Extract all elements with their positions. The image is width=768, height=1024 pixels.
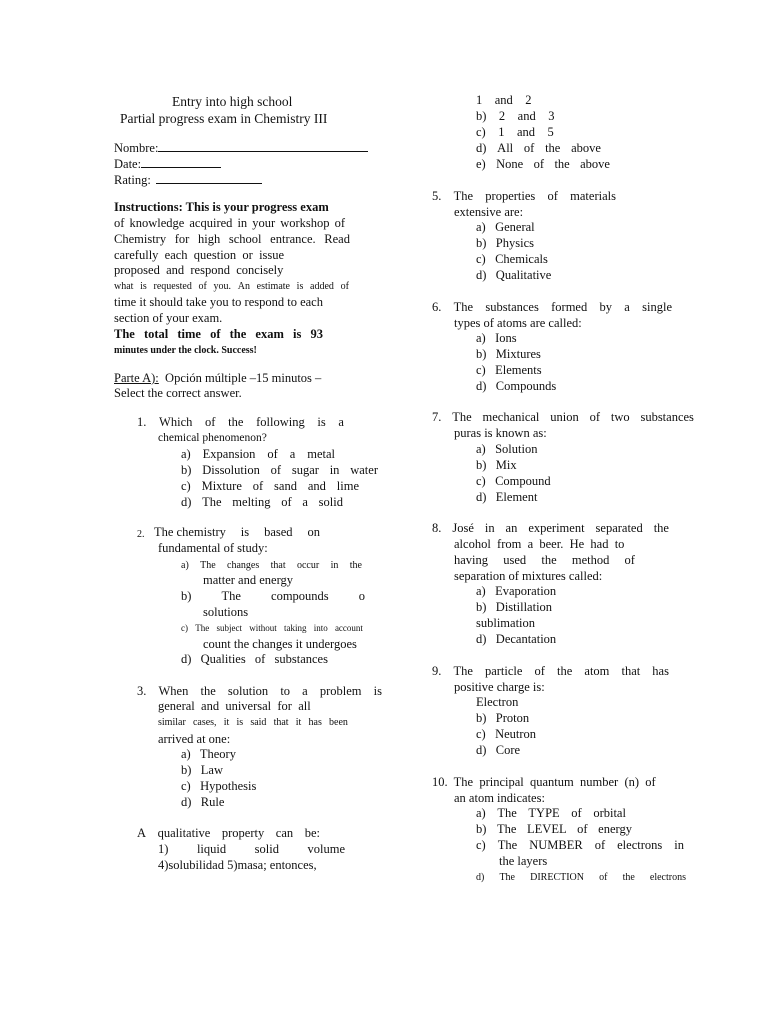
answer-option[interactable]: b) The LEVEL of energy xyxy=(476,822,632,836)
exam-title: Entry into high school xyxy=(172,94,293,109)
answer-option[interactable]: d) Core xyxy=(476,743,521,757)
answer-option[interactable]: a) Ions xyxy=(476,331,517,345)
section-heading-rest: Opción múltiple –15 minutos – xyxy=(158,371,322,385)
answer-option[interactable]: a) Theory xyxy=(181,747,236,761)
answer-option[interactable]: a) The TYPE of orbital xyxy=(476,806,626,820)
question-text: 8. José in an experiment separated the xyxy=(432,521,669,535)
answer-option[interactable]: d) Compounds xyxy=(476,379,557,393)
answer-option-cont: solutions xyxy=(203,605,249,619)
answer-option[interactable]: a) Solution xyxy=(476,442,538,456)
instructions-line: time it should take you to respond to each xyxy=(114,295,323,309)
rating-field[interactable] xyxy=(114,172,262,188)
answer-option[interactable]: b) Mixtures xyxy=(476,347,541,361)
question-text: A qualitative property can be: xyxy=(137,826,320,840)
section-subheading: Select the correct answer. xyxy=(114,386,242,400)
answer-option[interactable]: b) Dissolution of sugar in water xyxy=(181,463,378,477)
answer-option[interactable]: d) Qualitative xyxy=(476,268,552,282)
answer-option[interactable]: d) Qualities of substances xyxy=(181,652,328,666)
answer-option[interactable]: d) Decantation xyxy=(476,632,557,646)
question-text: puras is known as: xyxy=(454,426,547,440)
answer-option[interactable]: a) General xyxy=(476,220,535,234)
question-text: 6. The substances formed by a single xyxy=(432,300,672,314)
question-text: The chemistry is based on xyxy=(154,525,320,539)
answer-option[interactable]: b) Law xyxy=(181,763,223,777)
question-text: similar cases, it is said that it has been xyxy=(158,717,348,728)
instructions-line: of knowledge acquired in your workshop of xyxy=(114,216,345,230)
answer-option[interactable]: b) Proton xyxy=(476,711,530,725)
answer-option[interactable]: c) Mixture of sand and lime xyxy=(181,479,359,493)
answer-option[interactable]: c) Compound xyxy=(476,474,551,488)
answer-option[interactable]: d) Element xyxy=(476,490,538,504)
answer-option[interactable]: b) Distillation xyxy=(476,600,553,614)
instructions-line: carefully each question or issue xyxy=(114,248,285,262)
question-number: 2. xyxy=(137,529,145,540)
answer-option[interactable]: c) The subject without taking into account xyxy=(181,623,363,633)
instructions-line: what is requested of you. An estimate is added of xyxy=(114,281,349,292)
name-field[interactable] xyxy=(114,140,368,156)
answer-option[interactable]: d) Rule xyxy=(181,795,225,809)
answer-option[interactable]: b) Mix xyxy=(476,458,517,472)
answer-option[interactable]: b) Physics xyxy=(476,236,534,250)
instructions-line: Chemistry for high school entrance. Read xyxy=(114,232,350,246)
answer-option[interactable]: a) Expansion of a metal xyxy=(181,447,335,461)
rating-label: Rating: xyxy=(114,173,151,187)
answer-option[interactable]: a) The changes that occur in the xyxy=(181,560,362,571)
answer-option[interactable]: a) Evaporation xyxy=(476,584,557,598)
answer-option[interactable]: c) The NUMBER of electrons in xyxy=(476,838,684,852)
answer-option[interactable]: Electron xyxy=(476,695,519,709)
section-heading xyxy=(114,371,321,386)
answer-option[interactable]: e) None of the above xyxy=(476,157,610,171)
exam-time-line: The total time of the exam is 93 xyxy=(114,327,323,341)
question-text: general and universal for all xyxy=(158,699,311,713)
question-text: positive charge is: xyxy=(454,680,545,694)
instructions-line: minutes under the clock. Success! xyxy=(114,345,257,356)
answer-option[interactable]: 1 and 2 xyxy=(476,93,532,107)
instructions-heading: Instructions: This is your progress exam xyxy=(114,200,329,214)
answer-option-cont: the layers xyxy=(499,854,548,868)
answer-option[interactable]: d) The DIRECTION of the electrons xyxy=(476,872,686,883)
question-text: 3. When the solution to a problem is xyxy=(137,684,382,698)
name-label: Nombre: xyxy=(114,141,159,155)
question-text: arrived at one: xyxy=(158,732,231,746)
question-text: separation of mixtures called: xyxy=(454,569,603,583)
answer-option[interactable]: c) Elements xyxy=(476,363,542,377)
question-text: 1. Which of the following is a xyxy=(137,415,344,429)
section-label: Parte A): xyxy=(114,371,159,385)
answer-option[interactable]: b) 2 and 3 xyxy=(476,109,555,123)
rating-line xyxy=(156,172,262,184)
question-text: 1) liquid solid volume xyxy=(158,842,345,856)
answer-option[interactable]: c) 1 and 5 xyxy=(476,125,554,139)
exam-subtitle: Partial progress exam in Chemistry III xyxy=(120,111,328,126)
answer-option[interactable]: d) The melting of a solid xyxy=(181,495,343,509)
question-text: fundamental of study: xyxy=(158,541,268,555)
answer-option[interactable]: c) Hypothesis xyxy=(181,779,257,793)
question-text: 9. The particle of the atom that has xyxy=(432,664,669,678)
question-text: types of atoms are called: xyxy=(454,316,582,330)
answer-option[interactable]: sublimation xyxy=(476,616,536,630)
question-text: chemical phenomenon? xyxy=(158,432,267,444)
question-text: 5. The properties of materials xyxy=(432,189,616,203)
question-text: extensive are: xyxy=(454,205,524,219)
date-line xyxy=(141,156,221,168)
answer-option[interactable]: c) Chemicals xyxy=(476,252,548,266)
name-line xyxy=(158,140,368,152)
question-text: having used the method of xyxy=(454,553,635,567)
answer-option[interactable]: b) The compounds o xyxy=(181,589,365,603)
question-text: 10. The principal quantum number (n) of xyxy=(432,775,656,789)
instructions-line: proposed and respond concisely xyxy=(114,263,284,277)
date-field[interactable] xyxy=(114,156,221,172)
question-text: an atom indicates: xyxy=(454,791,545,805)
instructions-line: section of your exam. xyxy=(114,311,223,325)
answer-option[interactable]: d) All of the above xyxy=(476,141,601,155)
question-text: 7. The mechanical union of two substances xyxy=(432,410,694,424)
answer-option-cont: matter and energy xyxy=(203,573,294,587)
date-label: Date: xyxy=(114,157,142,171)
answer-option-cont: count the changes it undergoes xyxy=(203,637,357,651)
question-text: 4)solubilidad 5)masa; entonces, xyxy=(158,858,317,872)
question-text: alcohol from a beer. He had to xyxy=(454,537,625,551)
answer-option[interactable]: c) Neutron xyxy=(476,727,537,741)
